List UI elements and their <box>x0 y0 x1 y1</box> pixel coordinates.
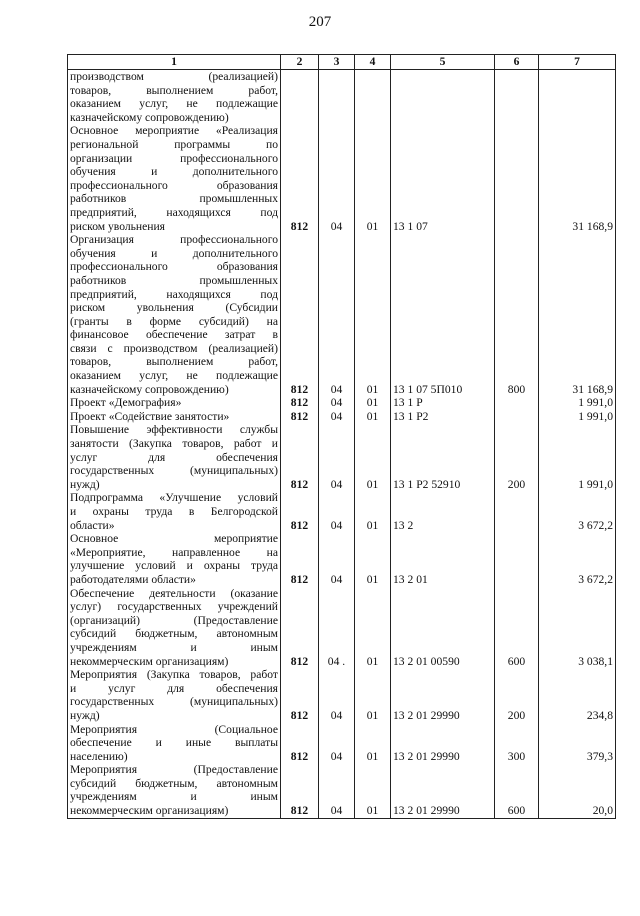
description-line: Повышение эффективности службы <box>70 423 278 437</box>
admin-code-cell: 812 <box>281 423 319 491</box>
table-row <box>68 668 616 722</box>
description-line: «Мероприятие, направленное на <box>70 545 278 559</box>
description-line: предприятий, находящихся под <box>70 205 278 219</box>
expense-type-cell <box>495 491 539 532</box>
expense-type-cell <box>495 124 539 233</box>
row-description <box>68 410 281 424</box>
subsection-code-cell: 01 <box>355 668 391 722</box>
description-line: региональной программы по <box>70 137 278 151</box>
row-description <box>68 668 281 722</box>
expense-type-cell <box>495 396 539 410</box>
subsection-code-cell: 01 <box>355 763 391 818</box>
description-line: связи с производством (реализацией) <box>70 341 278 355</box>
description-line: нужд) <box>70 477 100 491</box>
admin-code-cell: 812 <box>281 124 319 233</box>
row-description <box>68 532 281 586</box>
description-line: обеспечение и иные выплаты <box>70 736 278 750</box>
subsection-code-cell: 01 <box>355 410 391 424</box>
amount-cell: 20,0 <box>539 763 616 818</box>
section-code-cell: 04 <box>319 423 355 491</box>
target-article-cell: 13 2 <box>391 491 495 532</box>
description-line: производством (реализацией) <box>70 70 278 83</box>
target-article-cell: 13 2 01 00590 <box>391 587 495 669</box>
table-row <box>68 124 616 233</box>
description-line: предприятий, находящихся под <box>70 287 278 301</box>
admin-code-cell: 812 <box>281 668 319 722</box>
table-body <box>68 70 616 819</box>
description-line: профессионального образования <box>70 260 278 274</box>
description-line: обучения и дополнительного <box>70 246 278 260</box>
description-line: и услуг для обеспечения <box>70 681 278 695</box>
subsection-code-cell: 01 <box>355 587 391 669</box>
table-row <box>68 70 616 125</box>
section-code-cell: 04 <box>319 723 355 764</box>
description-line: казначейскому сопровождению) <box>70 110 229 124</box>
column-header: 7 <box>539 55 616 70</box>
row-description <box>68 587 281 669</box>
subsection-code-cell: 01 <box>355 124 391 233</box>
expense-type-cell: 800 <box>495 233 539 396</box>
column-header: 6 <box>495 55 539 70</box>
table-row <box>68 423 616 491</box>
header-row <box>68 55 616 70</box>
admin-code-cell: 812 <box>281 723 319 764</box>
expense-type-cell: 600 <box>495 587 539 669</box>
description-line: Проект «Содействие занятости» <box>70 409 230 423</box>
target-article-cell: 13 1 07 5П010 <box>391 233 495 396</box>
admin-code-cell: 812 <box>281 587 319 669</box>
description-line: Основное мероприятие <box>70 532 278 546</box>
section-code-cell: 04 <box>319 668 355 722</box>
description-line: некоммерческим организациям) <box>70 804 229 818</box>
description-line: учреждениям и иным <box>70 790 278 804</box>
amount-cell: 1 991,0 <box>539 423 616 491</box>
description-line: риском увольнения <box>70 219 166 233</box>
target-article-cell: 13 1 Р2 <box>391 410 495 424</box>
description-line: улучшение условий и охраны труда <box>70 559 278 573</box>
description-line: некоммерческим организациям) <box>70 654 229 668</box>
column-header: 5 <box>391 55 495 70</box>
section-code-cell: 04 . <box>319 587 355 669</box>
amount-cell: 234,8 <box>539 668 616 722</box>
description-line: Проект «Демография» <box>70 396 182 410</box>
table-row <box>68 233 616 396</box>
description-line: занятости (Закупка товаров, работ и <box>70 437 278 451</box>
target-article-cell: 13 2 01 29990 <box>391 723 495 764</box>
subsection-code-cell: 01 <box>355 423 391 491</box>
description-line: товаров, выполнением работ, <box>70 355 278 369</box>
section-code-cell: 04 <box>319 410 355 424</box>
target-article-cell: 13 1 Р <box>391 396 495 410</box>
table-row <box>68 723 616 764</box>
target-article-cell: 13 1 Р2 52910 <box>391 423 495 491</box>
section-code-cell: 04 <box>319 491 355 532</box>
admin-code-cell: 812 <box>281 532 319 586</box>
amount-cell: 31 168,9 <box>539 124 616 233</box>
description-line: государственных (муниципальных) <box>70 695 278 709</box>
description-line: обучения и дополнительного <box>70 165 278 179</box>
admin-code-cell: 812 <box>281 410 319 424</box>
subsection-code-cell: 01 <box>355 491 391 532</box>
subsection-code-cell: 01 <box>355 396 391 410</box>
target-article-cell: 13 2 01 <box>391 532 495 586</box>
description-line: оказанием услуг, не подлежащие <box>70 97 278 111</box>
description-line: учреждениям и иным <box>70 640 278 654</box>
section-code-cell: 04 <box>319 124 355 233</box>
column-header: 2 <box>281 55 319 70</box>
table-row <box>68 396 616 410</box>
column-header: 1 <box>68 55 281 70</box>
subsection-code-cell <box>355 70 391 125</box>
expense-type-cell: 200 <box>495 423 539 491</box>
description-line: работников промышленных <box>70 192 278 206</box>
admin-code-cell: 812 <box>281 491 319 532</box>
description-line: профессионального образования <box>70 178 278 192</box>
amount-cell: 3 672,2 <box>539 491 616 532</box>
target-article-cell: 13 2 01 29990 <box>391 668 495 722</box>
target-article-cell: 13 1 07 <box>391 124 495 233</box>
description-line: риском увольнения (Субсидии <box>70 301 278 315</box>
amount-cell: 1 991,0 <box>539 410 616 424</box>
description-line: финансовое обеспечение затрат в <box>70 328 278 342</box>
admin-code-cell <box>281 70 319 125</box>
column-header: 3 <box>319 55 355 70</box>
expense-type-cell: 300 <box>495 723 539 764</box>
description-line: казначейскому сопровождению) <box>70 382 229 396</box>
amount-cell: 3 672,2 <box>539 532 616 586</box>
budget-table <box>67 54 616 819</box>
expense-type-cell: 600 <box>495 763 539 818</box>
amount-cell: 3 038,1 <box>539 587 616 669</box>
description-line: Подпрограмма «Улучшение условий <box>70 491 278 505</box>
description-line: Основное мероприятие «Реализация <box>70 124 278 138</box>
row-description <box>68 124 281 233</box>
subsection-code-cell: 01 <box>355 532 391 586</box>
row-description <box>68 491 281 532</box>
target-article-cell: 13 2 01 29990 <box>391 763 495 818</box>
admin-code-cell: 812 <box>281 233 319 396</box>
description-line: (гранты в форме субсидий) на <box>70 314 278 328</box>
description-line: работодателями области» <box>70 572 196 586</box>
row-description <box>68 233 281 396</box>
description-line: субсидий бюджетным, автономным <box>70 627 278 641</box>
column-header: 4 <box>355 55 391 70</box>
description-line: государственных (муниципальных) <box>70 464 278 478</box>
expense-type-cell: 200 <box>495 668 539 722</box>
description-line: Организация профессионального <box>70 233 278 247</box>
row-description <box>68 70 281 125</box>
amount-cell: 31 168,9 <box>539 233 616 396</box>
description-line: организации профессионального <box>70 151 278 165</box>
description-line: Мероприятия (Предоставление <box>70 763 278 777</box>
description-line: услуг) государственных учреждений <box>70 600 278 614</box>
description-line: товаров, выполнением работ, <box>70 83 278 97</box>
expense-type-cell <box>495 70 539 125</box>
subsection-code-cell: 01 <box>355 723 391 764</box>
amount-cell <box>539 70 616 125</box>
table-row <box>68 587 616 669</box>
row-description <box>68 723 281 764</box>
table-row <box>68 763 616 818</box>
description-line: услуг для обеспечения <box>70 450 278 464</box>
description-line: области» <box>70 518 115 532</box>
description-line: (организаций) (Предоставление <box>70 613 278 627</box>
table-row <box>68 532 616 586</box>
description-line: субсидий бюджетным, автономным <box>70 776 278 790</box>
amount-cell: 379,3 <box>539 723 616 764</box>
table-row <box>68 410 616 424</box>
description-line: работников промышленных <box>70 273 278 287</box>
expense-type-cell <box>495 410 539 424</box>
subsection-code-cell: 01 <box>355 233 391 396</box>
section-code-cell: 04 <box>319 233 355 396</box>
section-code-cell: 04 <box>319 763 355 818</box>
description-line: оказанием услуг, не подлежащие <box>70 369 278 383</box>
section-code-cell: 04 <box>319 396 355 410</box>
row-description <box>68 396 281 410</box>
amount-cell: 1 991,0 <box>539 396 616 410</box>
page-number: 207 <box>308 14 332 30</box>
description-line: нужд) <box>70 708 100 722</box>
description-line: Мероприятия (Закупка товаров, работ <box>70 668 278 682</box>
table-row <box>68 491 616 532</box>
description-line: Мероприятия (Социальное <box>70 722 278 736</box>
row-description <box>68 423 281 491</box>
admin-code-cell: 812 <box>281 763 319 818</box>
admin-code-cell: 812 <box>281 396 319 410</box>
section-code-cell <box>319 70 355 125</box>
section-code-cell: 04 <box>319 532 355 586</box>
target-article-cell <box>391 70 495 125</box>
description-line: населению) <box>70 749 128 763</box>
row-description <box>68 763 281 818</box>
description-line: и охраны труда в Белгородской <box>70 505 278 518</box>
expense-type-cell <box>495 532 539 586</box>
description-line: Обеспечение деятельности (оказание <box>70 586 278 600</box>
